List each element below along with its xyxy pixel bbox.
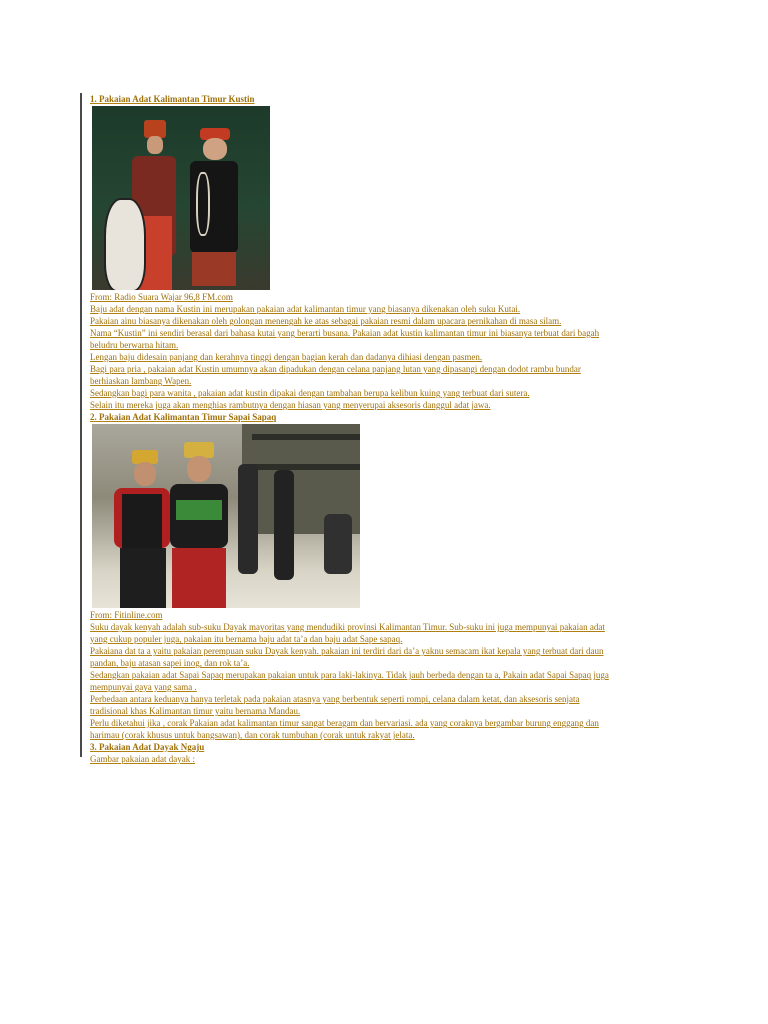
- section-2-line[interactable]: Perbedaan antara keduanya hanya terletak pada pakaian atasnya yang berbentuk seperti rompi, celana dalam ketat, dan aksesoris senjata: [90, 694, 580, 704]
- section-1-line[interactable]: beludru berwarna hitam.: [90, 340, 179, 350]
- section-1-heading[interactable]: 1. Pakaian Adat Kalimantan Timur Kustin: [90, 94, 255, 104]
- section-2-line[interactable]: Pakaiana dat ta a yaitu pakaian perempuan suku Dayak kenyah. pakaian ini terdiri dari da’a yaknu semacam ikat kepala yang terbuat dari daun: [90, 646, 604, 656]
- section-1-line[interactable]: Sedangkan bagi para wanita , pakaian adat kustin dipakai dengan tambahan berupa kelibun kuing yang terbuat dari sutera.: [90, 388, 530, 398]
- section-2-line[interactable]: Suku dayak kenyah adalah sub-suku Dayak mayoritas yang mendudiki provinsi Kalimantan Timur. Sub-suku ini juga mempunyai pakaian adat: [90, 622, 605, 632]
- section-1-line[interactable]: Nama “Kustin” ini sendiri berasal dari bahasa kutai yang berarti busana. Pakaian adat kustin kalimantan timur ini biasanya terbuat dari bagah: [90, 328, 600, 338]
- document-body: [90, 93, 680, 765]
- section-1-line[interactable]: Selain itu mereka juga akan menghias rambutnya dengan hiasan yang menyerupai aksesoris danggul adat jawa.: [90, 400, 491, 410]
- section-2-line[interactable]: yang cukup populer juga, pakaian itu bernama baju adat ta’a dan baju adat Sape sapaq.: [90, 634, 403, 644]
- section-1-line[interactable]: Bagi para pria , pakaian adat Kustin umumnya akan dipadukan dengan celana panjang lutan yang dipasangi dengan dodot rambu bundar: [90, 364, 581, 374]
- sapai-sapaq-costume-photo: [92, 424, 360, 608]
- section-1-line[interactable]: Baju adat dengan nama Kustin ini merupakan pakaian adat kalimantan timur yang biasanya dikenakan oleh suku Kutai.: [90, 304, 521, 314]
- section-2-heading[interactable]: 2. Pakaian Adat Kalimantan Timur Sapai Sapaq: [90, 412, 277, 422]
- section-2-line[interactable]: Perlu diketahui jika , corak Pakaian adat kalimantan timur sangat beragam dan bervariasi. ada yang coraknya bergambar burung enggang dan: [90, 718, 599, 728]
- section-2-line[interactable]: Sedangkan pakaian adat Sapai Sapaq merupakan pakaian untuk para laki-lakinya. Tidak jauh berbeda dengan ta a, Pakain adat Sapai Sapaq juga: [90, 670, 609, 680]
- section-2-line[interactable]: harimau (corak khusus untuk bangsawan), dan corak tumbuhan (corak untuk rakyat jelata.: [90, 730, 415, 740]
- kustin-costume-photo: [92, 106, 270, 290]
- left-margin-rule: [80, 93, 82, 757]
- section-3-heading[interactable]: 3. Pakaian Adat Dayak Ngaju: [90, 742, 205, 752]
- section-2-line[interactable]: tradisional khas Kalimantan timur yaitu bernama Mandau.: [90, 706, 301, 716]
- section-2-source[interactable]: From: Fitinline.com: [90, 610, 163, 620]
- section-1-source[interactable]: From: Radio Suara Wajar 96,8 FM.com: [90, 292, 233, 302]
- section-3-line[interactable]: Gambar pakaian adat dayak :: [90, 754, 195, 764]
- section-1-line[interactable]: berhiaskan lambang Wapen.: [90, 376, 192, 386]
- section-2-line[interactable]: pandan, baju atasan sapei inog, dan rok ta’a.: [90, 658, 250, 668]
- section-2-line[interactable]: mempunyai gaya yang sama .: [90, 682, 197, 692]
- section-1-line[interactable]: Lengan baju didesain panjang dan kerahnya tinggi dengan bagian kerah dan dadanya dihiasi dengan pasmen.: [90, 352, 483, 362]
- section-1-line[interactable]: Pakaian ainu biasanya dikenakan oleh golongan menengah ke atas sebagai pakaian resmi dalam upacara pernikahan di masa silam.: [90, 316, 562, 326]
